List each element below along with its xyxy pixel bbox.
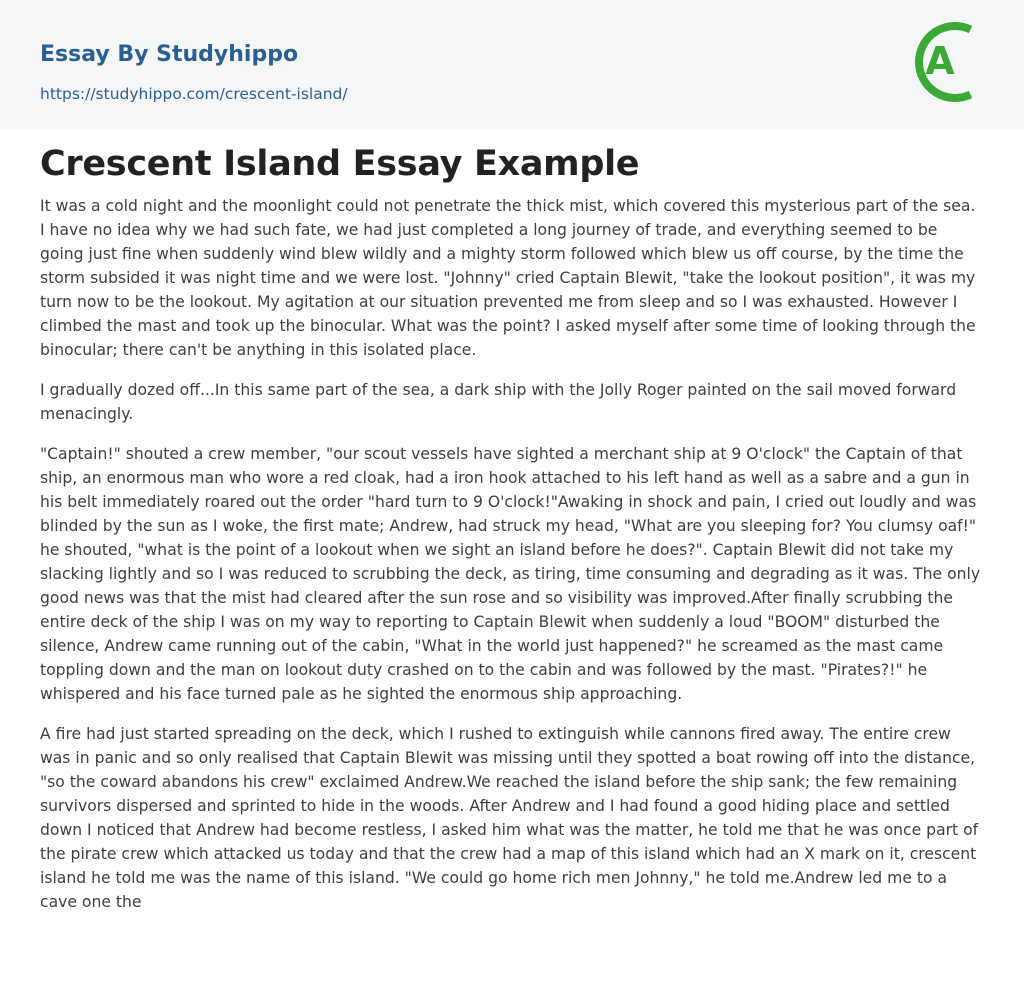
essay-paragraph: A fire had just started spreading on the deck, which I rushed to extinguish while cannons fired away. The entire crew was in panic and so only realised that Captain Blewit was missing until they spotted a boat rowing off into the distance, "so the coward abandons his crew" exclaimed Andrew.We reached the island before the ship sank; the few remaining survivors dispersed and sprinted to hide in the woods. After Andrew and I had found a good hiding place and settled down I noticed that Andrew had become restless, I asked him what was the matter, he told me that he was once part of the pirate crew which attacked us today and that the crew had a map of this island which had an X mark on it, crescent island he told me was the name of this island. "We could go home rich men Johnny," he told me.Andrew led me to a cave one the: [40, 725, 979, 911]
site-header: [0, 0, 1024, 129]
essay-body: [40, 194, 984, 930]
page-title: Crescent Island Essay Example: [40, 144, 640, 184]
essay-url-link[interactable]: https://studyhippo.com/crescent-island/: [40, 85, 348, 103]
essay-paragraph: "Captain!" shouted a crew member, "our scout vessels have sighted a merchant ship at 9 O'clock" the Captain of that ship, an enormous man who wore a red cloak, had a iron hook attached to his left hand as well as a sabre and a gun in his belt immediately roared out the order "hard turn to 9 O'clock!"Awaking in shock and pain, I cried out loudly and was blinded by the sun as I woke, the first mate; Andrew, had struck my head, "What are you sleeping for? You clumsy oaf!" he shouted, "what is the point of a lookout when we sight an island before he does?". Captain Blewit did not take my slacking lightly and so I was reduced to scrubbing the deck, as tiring, time consuming and degrading as it was. The only good news was that the mist had cleared after the sun rose and so visibility was improved.After finally scrubbing the entire deck of the ship I was on my way to reporting to Captain Blewit when suddenly a loud "BOOM" disturbed the silence, Andrew came running out of the cabin, "What in the world just happened?" he screamed as the mast came toppling down and the man on lookout duty crashed on to the cabin and was followed by the mast. "Pirates?!" he whispered and his face turned pale as he sighted the enormous ship approaching.: [40, 445, 981, 703]
essay-paragraph: I gradually dozed off...In this same part of the sea, a dark ship with the Jolly Roger painted on the sail moved forward menacingly.: [40, 381, 957, 423]
essay-paragraph: It was a cold night and the moonlight could not penetrate the thick mist, which covered this mysterious part of the sea. I have no idea why we had such fate, we had just completed a long journey of trade, and everything seemed to be going just fine when suddenly wind blew wildly and a mighty storm followed which blew us off course, by the time the storm subsided it was night time and we were lost. "Johnny" cried Captain Blewit, "take the lookout position", it was my turn now to be the lookout. My agitation at our situation prevented me from sleep and so I was exhausted. However I climbed the mast and took up the binocular. What was the point? I asked myself after some time of looking through the binocular; there can't be anything in this isolated place.: [40, 197, 976, 359]
logo-letter: A: [925, 39, 955, 83]
studyhippo-logo-icon[interactable]: [912, 19, 986, 105]
site-brand[interactable]: Essay By Studyhippo: [40, 42, 299, 67]
